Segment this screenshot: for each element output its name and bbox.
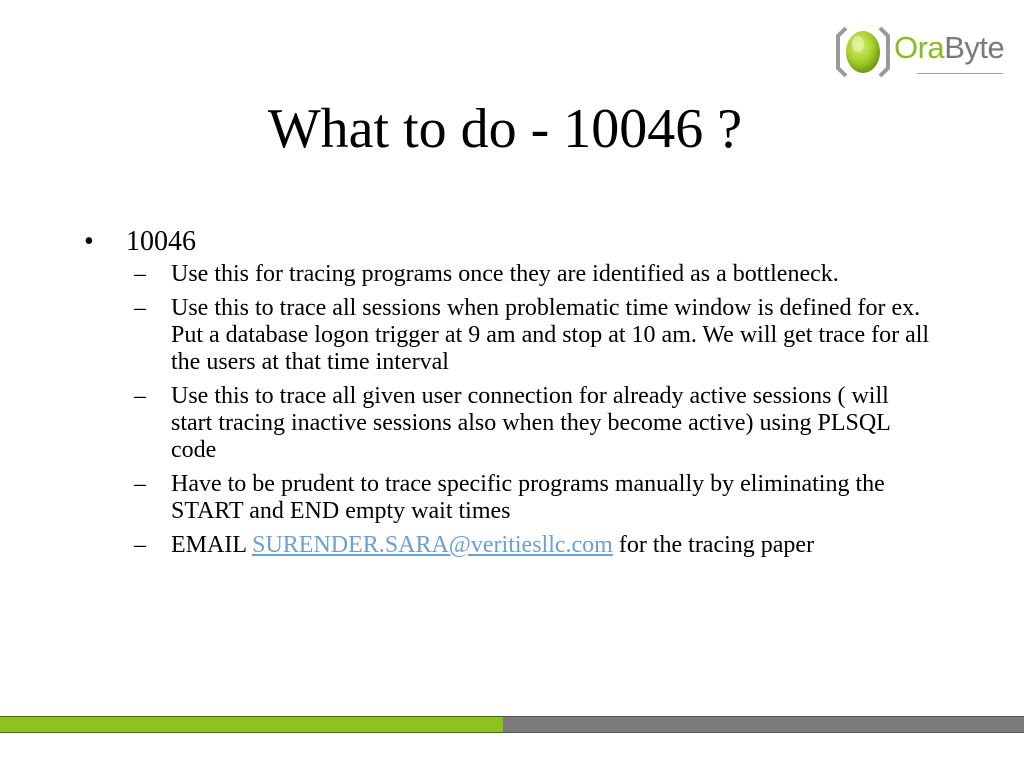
email-prefix: EMAIL (171, 532, 247, 558)
slide-content (84, 225, 964, 566)
email-line (171, 532, 931, 559)
logo-wordmark (894, 30, 1004, 66)
bullet-text: 10046 (126, 226, 196, 257)
sub-bullet-marker: – (134, 471, 146, 497)
sub-bullet-item (134, 471, 964, 525)
logo-text-byte: Byte (944, 30, 1005, 65)
sub-bullet-text: Use this for tracing programs once they are identified as a bottleneck. (171, 261, 839, 287)
sub-bullet-item (134, 383, 964, 464)
email-suffix: for the tracing paper (618, 532, 815, 558)
sub-bullet-marker: – (134, 295, 146, 321)
sub-bullet-item (134, 261, 964, 288)
sub-bullet-item-email (134, 532, 964, 559)
logo-text-ora: Ora (894, 30, 945, 65)
footer-bar-green (0, 716, 503, 733)
sub-bullet-item (134, 295, 964, 376)
sub-bullet-text: Have to be prudent to trace specific programs manually by eliminating the START and END empty wait times (171, 471, 885, 524)
orabyte-logo (834, 22, 1010, 82)
sub-bullet-list (134, 261, 964, 559)
bullet-marker: • (84, 226, 94, 257)
sub-bullet-marker: – (134, 261, 146, 287)
sub-bullet-text: Use this to trace all sessions when problematic time window is defined for ex. Put a database logon trigger at 9 am and stop at 10 am. We will get trace for all the users at that time interval (171, 295, 930, 375)
bullet-item (84, 225, 964, 259)
sub-bullet-marker: – (134, 532, 146, 558)
logo-emblem-icon (834, 22, 898, 82)
email-link[interactable]: SURENDER.SARA@veritiesllc.com (252, 532, 613, 558)
sub-bullet-marker: – (134, 383, 146, 409)
footer-bar-gray (503, 716, 1024, 733)
logo-underline (917, 73, 1003, 74)
slide-title: What to do - 10046 ? (267, 98, 743, 160)
sub-bullet-text: Use this to trace all given user connection for already active sessions ( will start tracing inactive sessions also when they become active) using PLSQL code (171, 383, 890, 463)
